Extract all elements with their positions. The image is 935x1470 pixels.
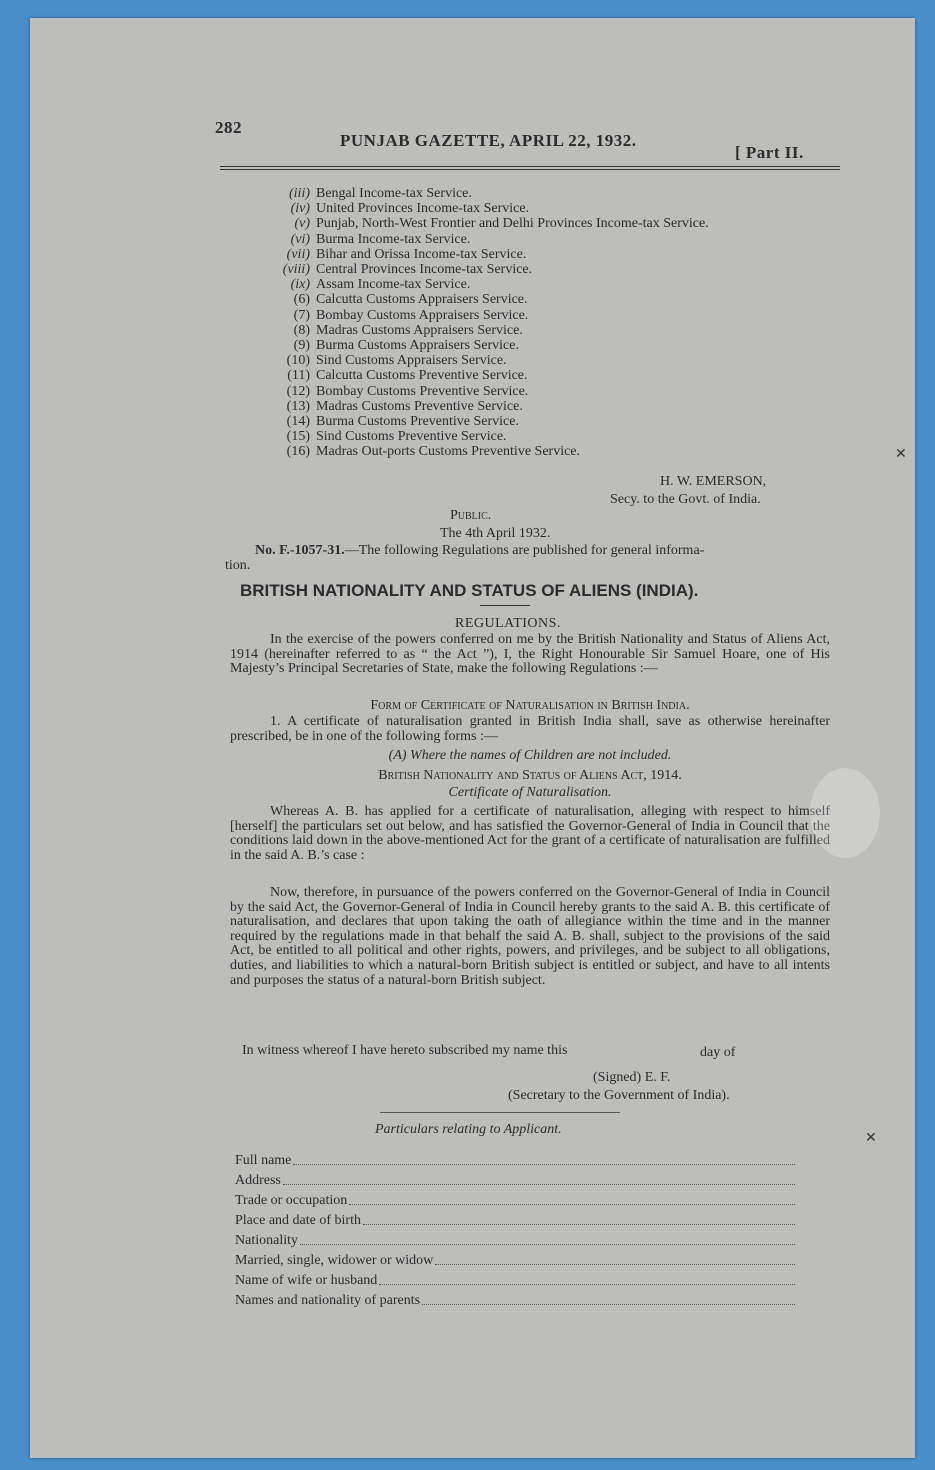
form-field-blank[interactable]	[349, 1193, 795, 1205]
paper-tear: ✕	[895, 447, 907, 462]
service-name: Calcutta Customs Appraisers Service.	[316, 292, 528, 308]
service-name: Central Provinces Income-tax Service.	[316, 262, 533, 278]
form-field-label: Married, single, widower or widow	[235, 1253, 434, 1268]
witness-day-of: day of	[700, 1045, 736, 1060]
service-name: Madras Out-ports Customs Preventive Service.	[316, 444, 581, 460]
service-name: Madras Customs Appraisers Service.	[316, 322, 523, 338]
service-item	[250, 353, 709, 368]
form-field-row	[235, 1293, 795, 1309]
certificate-heading: Certificate of Naturalisation.	[448, 785, 612, 800]
notice-text: —The following Regulations are published for general informa-	[344, 543, 705, 558]
service-name: Bombay Customs Appraisers Service.	[316, 307, 529, 323]
clause-a: (A) Where the names of Children are not included.	[388, 748, 672, 763]
form-field-blank[interactable]	[293, 1153, 795, 1165]
service-number: (16)	[286, 444, 310, 460]
page-number: 282	[215, 118, 242, 137]
service-name: Calcutta Customs Preventive Service.	[316, 368, 528, 384]
notice-text-end: tion.	[225, 558, 251, 573]
service-name: Madras Customs Preventive Service.	[316, 398, 523, 414]
service-item	[250, 414, 709, 429]
service-item	[250, 338, 709, 353]
service-name: Sind Customs Appraisers Service.	[316, 353, 507, 369]
service-name: Bombay Customs Preventive Service.	[316, 383, 529, 399]
particulars-rule	[380, 1112, 620, 1113]
signed-title: (Secretary to the Government of India).	[508, 1088, 730, 1103]
service-number: (7)	[293, 307, 310, 323]
form-field-row	[235, 1153, 795, 1169]
service-item	[250, 323, 709, 338]
service-name: United Provinces Income-tax Service.	[316, 201, 530, 217]
part-label: [ Part II.	[735, 143, 804, 162]
witness-line: In witness whereof I have hereto subscribed my name this	[242, 1043, 568, 1058]
gazette-page	[30, 18, 915, 1458]
signature-title: Secy. to the Govt. of India.	[610, 492, 761, 507]
form-field-blank[interactable]	[300, 1233, 795, 1245]
service-item	[250, 247, 709, 262]
service-number: (15)	[286, 429, 310, 445]
form-field-row	[235, 1273, 795, 1289]
service-item	[250, 262, 709, 277]
particulars-heading: Particulars relating to Applicant.	[375, 1122, 562, 1137]
service-number: (ix)	[290, 277, 310, 293]
signed-name: (Signed) E. F.	[593, 1070, 671, 1085]
form-field-label: Place and date of birth	[235, 1213, 361, 1228]
now-therefore-paragraph: Now, therefore, in pursuance of the powers conferred on the Governor-General of India in Council by the said Act, the Governor-General of India in Council hereby grants to the said A. B. this certificate of naturalisation, and declares that upon taking the oath of allegiance within the time and in the manner required by the regulations made in that behalf the said A. B. shall, subject to the provisions of the said Act, be entitled to all political and other rights, powers, and privileges, and be subject to all obligations, duties, and liabilities to which a natural-born British subject is entitled or subject, and have to all intents and purposes the status of a natural-born British subject.	[230, 885, 830, 988]
form-heading: Form of Certificate of Naturalisation in British India.	[370, 698, 690, 713]
service-item	[250, 277, 709, 292]
service-item	[250, 232, 709, 247]
service-item	[250, 186, 709, 201]
clause-1: 1. A certificate of naturalisation granted in British India shall, save as otherwise hereinafter prescribed, be in one of the following forms :—	[230, 714, 830, 744]
form-field-blank[interactable]	[422, 1293, 795, 1305]
service-name: Burma Income-tax Service.	[316, 231, 471, 247]
form-field-row	[235, 1253, 795, 1269]
regulations-heading: REGULATIONS.	[455, 616, 561, 631]
form-field-blank[interactable]	[283, 1173, 795, 1185]
service-item	[250, 429, 709, 444]
notice-date: The 4th April 1932.	[440, 526, 551, 541]
paper-stain	[810, 768, 880, 858]
header-rule	[220, 166, 840, 167]
form-field-row	[235, 1173, 795, 1189]
main-title: BRITISH NATIONALITY AND STATUS OF ALIENS (INDIA).	[240, 581, 699, 600]
notice-number: No. F.-1057-31.	[255, 543, 345, 558]
service-number: (viii)	[282, 262, 310, 278]
service-item	[250, 292, 709, 307]
form-field-blank[interactable]	[363, 1213, 795, 1225]
service-name: Bengal Income-tax Service.	[316, 186, 472, 201]
form-field-row	[235, 1233, 795, 1249]
service-number: (iv)	[290, 201, 310, 217]
service-item	[250, 384, 709, 399]
service-number: (10)	[286, 353, 310, 369]
whereas-paragraph: Whereas A. B. has applied for a certificate of naturalisation, alleging with respect to himself [herself] the particulars set out below, and has satisfied the Governor-General of India in Council that the conditions laid down in the above-mentioned Act for the grant of a certificate of naturalisation are fulfilled in the said A. B.’s case :	[230, 804, 830, 863]
form-field-label: Trade or occupation	[235, 1193, 348, 1208]
form-field-blank[interactable]	[379, 1273, 795, 1285]
form-field-label: Names and nationality of parents	[235, 1293, 421, 1308]
form-field-label: Nationality	[235, 1233, 298, 1248]
service-name: Punjab, North-West Frontier and Delhi Provinces Income-tax Service.	[316, 216, 709, 232]
form-field-row	[235, 1213, 795, 1229]
service-item	[250, 444, 709, 459]
service-number: (12)	[286, 383, 310, 399]
service-name: Bihar and Orissa Income-tax Service.	[316, 246, 527, 262]
service-number: (8)	[293, 322, 310, 338]
service-item	[250, 308, 709, 323]
service-number: (v)	[294, 216, 310, 232]
service-number: (6)	[293, 292, 310, 308]
service-number: (iii)	[289, 186, 310, 201]
service-number: (9)	[293, 338, 310, 354]
service-item	[250, 201, 709, 216]
title-rule	[480, 605, 530, 606]
service-name: Burma Customs Preventive Service.	[316, 414, 519, 430]
service-number: (14)	[286, 414, 310, 430]
act-heading: British Nationality and Status of Aliens Act, 1914.	[378, 768, 682, 783]
service-name: Sind Customs Preventive Service.	[316, 429, 507, 445]
intro-paragraph: In the exercise of the powers conferred on me by the British Nationality and Status of Aliens Act, 1914 (hereinafter referred to as “ the Act ”), I, the Right Honourable Sir Samuel Hoare, one of His Majesty’s Principal Secretaries of State, make the following Regulations :—	[230, 632, 830, 677]
service-number: (vi)	[290, 231, 310, 247]
service-number: (vii)	[286, 246, 310, 262]
form-field-blank[interactable]	[435, 1253, 795, 1265]
department-label: Public.	[450, 508, 492, 523]
service-number: (11)	[287, 368, 310, 384]
form-field-label: Full name	[235, 1153, 292, 1168]
service-name: Burma Customs Appraisers Service.	[316, 338, 519, 354]
service-name: Assam Income-tax Service.	[316, 277, 471, 293]
services-list	[250, 186, 709, 460]
paper-tear-2: ✕	[865, 1131, 877, 1146]
service-item	[250, 399, 709, 414]
service-number: (13)	[286, 398, 310, 414]
form-field-row	[235, 1193, 795, 1209]
header-rule-2	[220, 169, 840, 170]
form-field-label: Address	[235, 1173, 281, 1188]
gazette-title: PUNJAB GAZETTE, APRIL 22, 1932.	[340, 131, 637, 150]
signature-name: H. W. EMERSON,	[660, 474, 767, 489]
service-item	[250, 368, 709, 383]
service-item	[250, 216, 709, 231]
form-field-label: Name of wife or husband	[235, 1273, 378, 1288]
notice-line	[255, 543, 704, 559]
